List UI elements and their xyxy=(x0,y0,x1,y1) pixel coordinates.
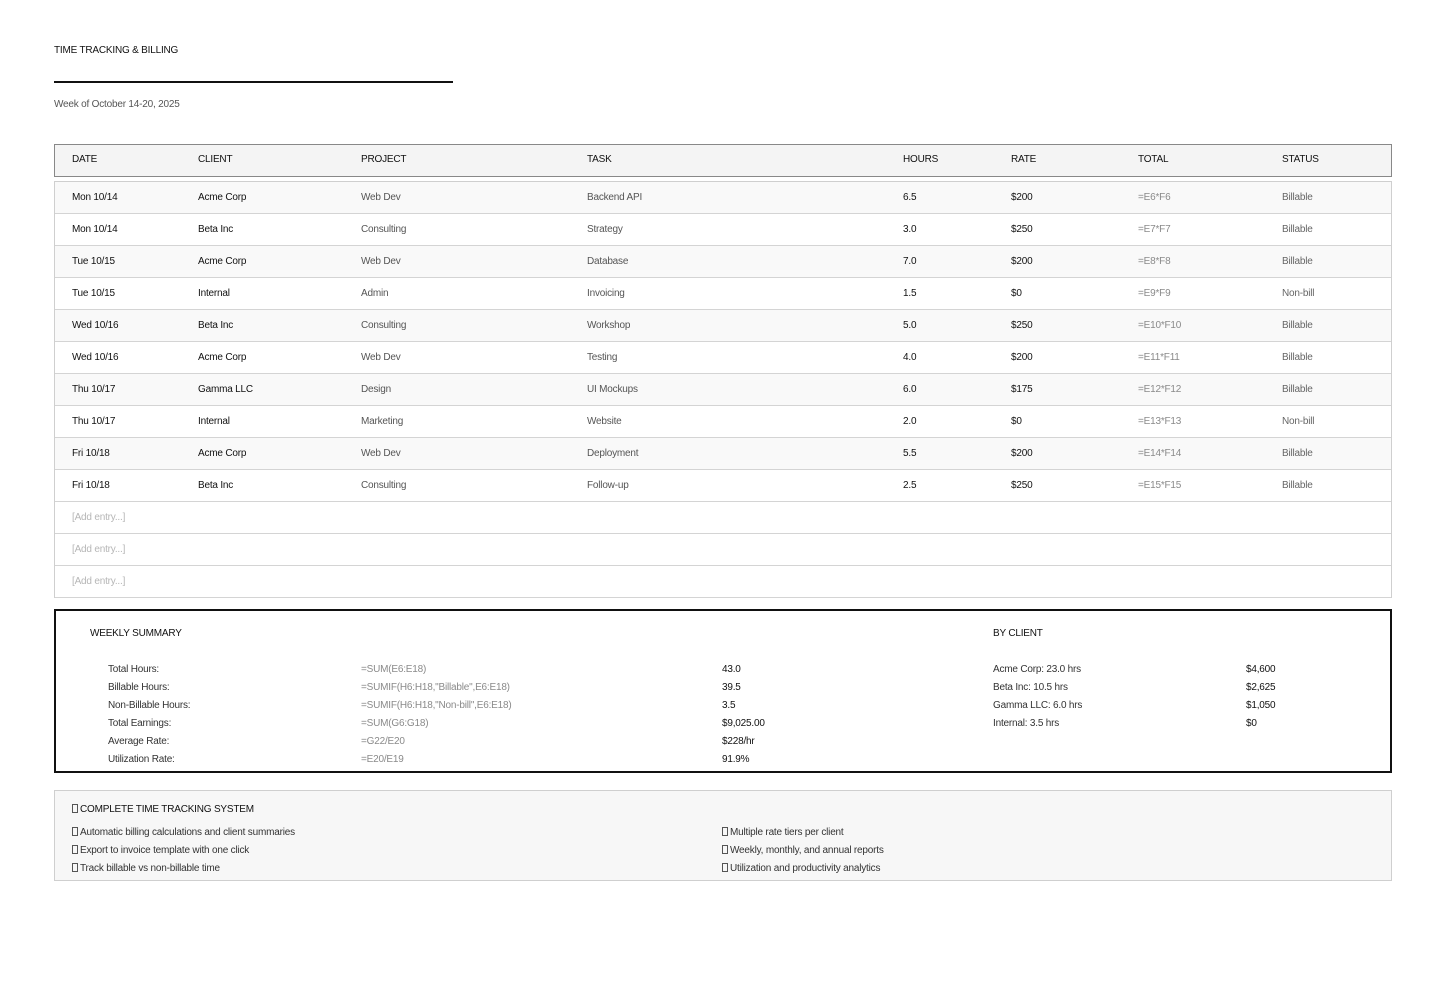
cell-date[interactable]: Fri 10/18 xyxy=(72,480,110,491)
add-entry-placeholder[interactable]: [Add entry...] xyxy=(72,544,126,555)
cell-client[interactable]: Acme Corp xyxy=(198,352,247,363)
summary-formula[interactable]: =SUMIF(H6:H18,"Billable",E6:E18) xyxy=(361,682,510,693)
cell-client[interactable]: Beta Inc xyxy=(198,320,234,331)
cell-project[interactable]: Web Dev xyxy=(361,256,401,267)
cell-total-formula[interactable]: =E9*F9 xyxy=(1138,288,1171,299)
column-header-project[interactable]: PROJECT xyxy=(361,154,407,165)
summary-value: 3.5 xyxy=(722,700,736,711)
cell-hours[interactable]: 2.5 xyxy=(903,480,917,491)
table-row[interactable] xyxy=(55,310,1391,342)
cell-project[interactable]: Web Dev xyxy=(361,192,401,203)
cell-hours[interactable]: 6.0 xyxy=(903,384,917,395)
cell-project[interactable]: Web Dev xyxy=(361,352,401,363)
cell-task[interactable]: Strategy xyxy=(587,224,623,235)
cell-total-formula[interactable]: =E12*F12 xyxy=(1138,384,1182,395)
column-header-client[interactable]: CLIENT xyxy=(198,154,233,165)
cell-project[interactable]: Web Dev xyxy=(361,448,401,459)
checkbox-icon xyxy=(722,845,728,854)
column-header-status[interactable]: STATUS xyxy=(1282,154,1319,165)
table-row[interactable] xyxy=(55,182,1391,214)
summary-value: $9,025.00 xyxy=(722,718,765,729)
table-row[interactable] xyxy=(55,470,1391,502)
cell-task[interactable]: Follow-up xyxy=(587,480,629,491)
checkbox-icon xyxy=(72,804,78,813)
column-header-hours[interactable]: HOURS xyxy=(903,154,939,165)
cell-hours[interactable]: 1.5 xyxy=(903,288,917,299)
client-summary-value: $2,625 xyxy=(1246,682,1276,693)
table-row[interactable] xyxy=(55,342,1391,374)
cell-status[interactable]: Billable xyxy=(1282,192,1313,203)
summary-formula[interactable]: =G22/E20 xyxy=(361,736,405,747)
summary-value: $228/hr xyxy=(722,736,755,747)
cell-total-formula[interactable]: =E14*F14 xyxy=(1138,448,1182,459)
feature-item xyxy=(72,827,295,838)
summary-label: Average Rate: xyxy=(108,736,170,747)
client-summary-label: Internal: 3.5 hrs xyxy=(993,718,1060,729)
cell-hours[interactable]: 5.5 xyxy=(903,448,917,459)
add-entry-row[interactable] xyxy=(55,502,1391,534)
cell-client[interactable]: Internal xyxy=(198,288,230,299)
features-title xyxy=(72,804,254,815)
cell-task[interactable]: Website xyxy=(587,416,622,427)
cell-project[interactable]: Design xyxy=(361,384,391,395)
summary-formula[interactable]: =E20/E19 xyxy=(361,754,404,765)
cell-project[interactable]: Consulting xyxy=(361,224,407,235)
cell-rate[interactable]: $200 xyxy=(1011,352,1033,363)
table-row[interactable] xyxy=(55,214,1391,246)
feature-item xyxy=(722,845,884,856)
cell-rate[interactable]: $200 xyxy=(1011,448,1033,459)
summary-label: Total Hours: xyxy=(108,664,159,675)
cell-client[interactable]: Gamma LLC xyxy=(198,384,253,395)
cell-task[interactable]: Testing xyxy=(587,352,618,363)
cell-client[interactable]: Beta Inc xyxy=(198,480,234,491)
cell-client[interactable]: Acme Corp xyxy=(198,256,247,267)
cell-total-formula[interactable]: =E6*F6 xyxy=(1138,192,1171,203)
table-row[interactable] xyxy=(55,406,1391,438)
summary-value: 43.0 xyxy=(722,664,741,675)
summary-value: 91.9% xyxy=(722,754,750,765)
checkbox-icon xyxy=(722,827,728,836)
cell-date[interactable]: Fri 10/18 xyxy=(72,448,110,459)
cell-date[interactable]: Wed 10/16 xyxy=(72,352,119,363)
cell-status[interactable]: Billable xyxy=(1282,448,1313,459)
cell-task[interactable]: Deployment xyxy=(587,448,639,459)
cell-date[interactable]: Mon 10/14 xyxy=(72,192,118,203)
checkbox-icon xyxy=(722,863,728,872)
cell-status[interactable]: Billable xyxy=(1282,480,1313,491)
weekly-summary-panel xyxy=(54,609,1392,773)
add-entry-row[interactable] xyxy=(55,566,1391,598)
title-rule xyxy=(54,81,453,83)
summary-label: Utilization Rate: xyxy=(108,754,175,765)
cell-project[interactable]: Consulting xyxy=(361,480,407,491)
cell-client[interactable]: Internal xyxy=(198,416,230,427)
table-header xyxy=(54,144,1392,177)
cell-client[interactable]: Acme Corp xyxy=(198,192,247,203)
cell-total-formula[interactable]: =E8*F8 xyxy=(1138,256,1171,267)
column-header-rate[interactable]: RATE xyxy=(1011,154,1037,165)
cell-status[interactable]: Billable xyxy=(1282,384,1313,395)
cell-rate[interactable]: $0 xyxy=(1011,416,1022,427)
features-title-text: COMPLETE TIME TRACKING SYSTEM xyxy=(80,804,254,815)
cell-hours[interactable]: 7.0 xyxy=(903,256,917,267)
cell-status[interactable]: Billable xyxy=(1282,352,1313,363)
cell-task[interactable]: Invoicing xyxy=(587,288,625,299)
table-row[interactable] xyxy=(55,278,1391,310)
page-subtitle: Week of October 14-20, 2025 xyxy=(54,99,180,110)
by-client-title: BY CLIENT xyxy=(993,628,1043,639)
cell-total-formula[interactable]: =E11*F11 xyxy=(1138,352,1180,363)
feature-item xyxy=(722,827,844,838)
feature-item xyxy=(722,863,880,874)
cell-hours[interactable]: 3.0 xyxy=(903,224,917,235)
cell-total-formula[interactable]: =E15*F15 xyxy=(1138,480,1182,491)
cell-rate[interactable]: $200 xyxy=(1011,256,1033,267)
summary-formula[interactable]: =SUMIF(H6:H18,"Non-bill",E6:E18) xyxy=(361,700,512,711)
summary-formula[interactable]: =SUM(G6:G18) xyxy=(361,718,429,729)
cell-date[interactable]: Thu 10/17 xyxy=(72,416,116,427)
cell-rate[interactable]: $175 xyxy=(1011,384,1033,395)
cell-status[interactable]: Billable xyxy=(1282,256,1313,267)
page-title: TIME TRACKING & BILLING xyxy=(54,45,179,56)
time-entries-table xyxy=(54,181,1392,598)
cell-hours[interactable]: 2.0 xyxy=(903,416,917,427)
cell-task[interactable]: Backend API xyxy=(587,192,643,203)
cell-project[interactable]: Consulting xyxy=(361,320,407,331)
client-summary-label: Beta Inc: 10.5 hrs xyxy=(993,682,1068,693)
features-panel xyxy=(54,790,1392,881)
feature-text: Utilization and productivity analytics xyxy=(730,863,881,874)
column-header-date[interactable]: DATE xyxy=(72,154,98,165)
summary-formula[interactable]: =SUM(E6:E18) xyxy=(361,664,427,675)
cell-status[interactable]: Non-bill xyxy=(1282,416,1315,427)
table-row[interactable] xyxy=(55,374,1391,406)
feature-text: Track billable vs non-billable time xyxy=(80,863,220,874)
column-header-total[interactable]: TOTAL xyxy=(1138,154,1169,165)
cell-date[interactable]: Mon 10/14 xyxy=(72,224,118,235)
checkbox-icon xyxy=(72,863,78,872)
column-header-task[interactable]: TASK xyxy=(587,154,612,165)
cell-hours[interactable]: 6.5 xyxy=(903,192,917,203)
add-entry-row[interactable] xyxy=(55,534,1391,566)
add-entry-placeholder[interactable]: [Add entry...] xyxy=(72,512,126,523)
client-summary-value: $0 xyxy=(1246,718,1257,729)
summary-label: Non-Billable Hours: xyxy=(108,700,191,711)
cell-task[interactable]: Database xyxy=(587,256,629,267)
cell-rate[interactable]: $0 xyxy=(1011,288,1022,299)
cell-total-formula[interactable]: =E13*F13 xyxy=(1138,416,1182,427)
cell-client[interactable]: Beta Inc xyxy=(198,224,234,235)
cell-client[interactable]: Acme Corp xyxy=(198,448,247,459)
cell-project[interactable]: Marketing xyxy=(361,416,404,427)
cell-date[interactable]: Wed 10/16 xyxy=(72,320,119,331)
cell-status[interactable]: Non-bill xyxy=(1282,288,1315,299)
table-row[interactable] xyxy=(55,246,1391,278)
feature-text: Automatic billing calculations and client summaries xyxy=(80,827,295,838)
client-summary-label: Acme Corp: 23.0 hrs xyxy=(993,664,1081,675)
cell-project[interactable]: Admin xyxy=(361,288,389,299)
summary-value: 39.5 xyxy=(722,682,741,693)
cell-task[interactable]: UI Mockups xyxy=(587,384,638,395)
feature-text: Export to invoice template with one click xyxy=(80,845,250,856)
feature-item xyxy=(72,863,220,874)
weekly-summary-title: WEEKLY SUMMARY xyxy=(90,628,182,639)
cell-date[interactable]: Tue 10/15 xyxy=(72,288,115,299)
checkbox-icon xyxy=(72,845,78,854)
cell-date[interactable]: Tue 10/15 xyxy=(72,256,115,267)
summary-label: Total Earnings: xyxy=(108,718,172,729)
cell-rate[interactable]: $250 xyxy=(1011,224,1033,235)
feature-item xyxy=(72,845,249,856)
client-summary-value: $1,050 xyxy=(1246,700,1276,711)
cell-rate[interactable]: $200 xyxy=(1011,192,1033,203)
table-row[interactable] xyxy=(55,438,1391,470)
cell-hours[interactable]: 5.0 xyxy=(903,320,917,331)
cell-total-formula[interactable]: =E7*F7 xyxy=(1138,224,1171,235)
feature-text: Weekly, monthly, and annual reports xyxy=(730,845,884,856)
client-summary-value: $4,600 xyxy=(1246,664,1276,675)
cell-rate[interactable]: $250 xyxy=(1011,320,1033,331)
checkbox-icon xyxy=(72,827,78,836)
client-summary-label: Gamma LLC: 6.0 hrs xyxy=(993,700,1083,711)
cell-status[interactable]: Billable xyxy=(1282,320,1313,331)
feature-text: Multiple rate tiers per client xyxy=(730,827,844,838)
cell-task[interactable]: Workshop xyxy=(587,320,631,331)
cell-total-formula[interactable]: =E10*F10 xyxy=(1138,320,1182,331)
summary-label: Billable Hours: xyxy=(108,682,170,693)
cell-status[interactable]: Billable xyxy=(1282,224,1313,235)
cell-hours[interactable]: 4.0 xyxy=(903,352,917,363)
cell-rate[interactable]: $250 xyxy=(1011,480,1033,491)
add-entry-placeholder[interactable]: [Add entry...] xyxy=(72,576,126,587)
cell-date[interactable]: Thu 10/17 xyxy=(72,384,116,395)
